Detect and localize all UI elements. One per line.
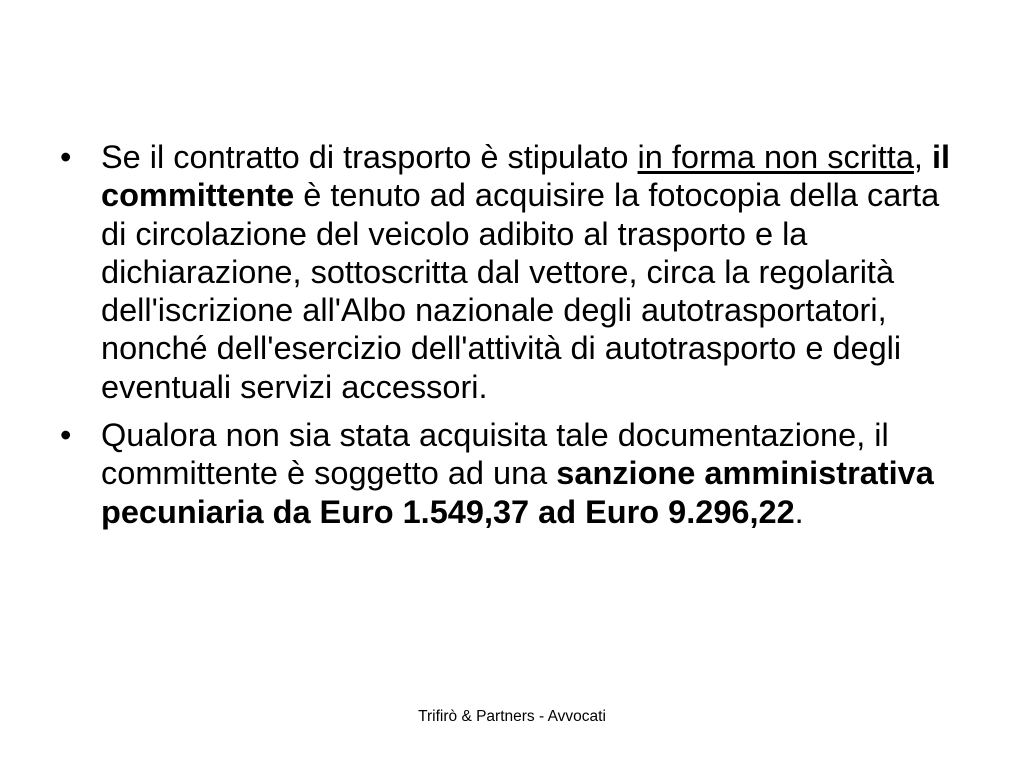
bullet-1-text-3: è tenuto ad acquisire la fotocopia della carta di circolazione del veicolo adibito al trasporto e la dichiarazione, sottoscritta dal vettore, circa la regolarità dell'iscrizione all'Albo nazionale degli autotrasportatori, nonché dell'esercizio dell'attività di autotrasporto e degli eventuali servizi accessori. <box>101 177 940 405</box>
bullet-1-text-1: Se il contratto di trasporto è stipulato <box>101 139 638 175</box>
bullet-2-text-2: . <box>794 493 804 530</box>
bullet-2-text-1: Qualora non sia stata acquisita tale documentazione, il committente è soggetto ad una <box>101 417 889 492</box>
bullet-list <box>60 138 965 541</box>
bullet-marker: • <box>60 139 72 175</box>
bullet-item-2 <box>60 416 965 531</box>
bullet-item-1 <box>60 138 965 406</box>
bullet-1-bold-phrase: il committente <box>101 139 951 214</box>
bullet-1-underlined-phrase: in forma non scritta <box>637 139 914 175</box>
slide-footer: Trifirò & Partners - Avvocati <box>418 708 606 725</box>
bullet-2-bold-phrase: sanzione amministrativa pecuniaria da Euro 1.549,37 ad Euro 9.296,22 <box>101 455 934 530</box>
bullet-marker: • <box>60 417 72 454</box>
bullet-1-text-2: , <box>913 139 932 175</box>
